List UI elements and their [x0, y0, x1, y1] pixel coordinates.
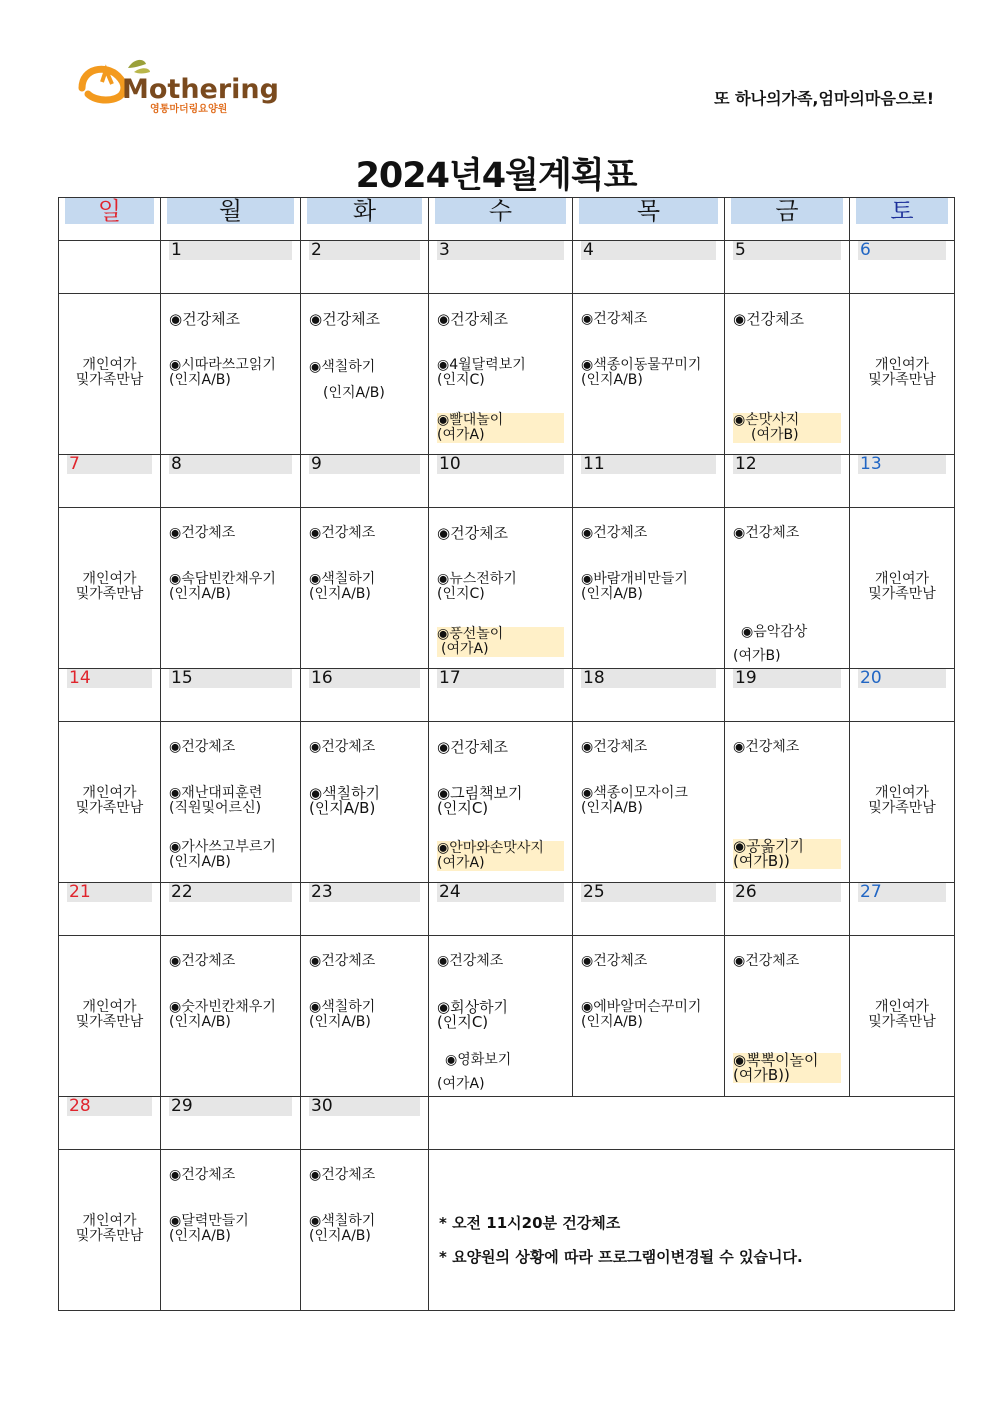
activity-item-leisure: ◉손맛사지 (여가B)	[733, 413, 841, 443]
activity-item: ◉음악감상 (여가B)	[733, 624, 808, 664]
date-number: 17	[437, 669, 564, 688]
sunday-cell	[59, 1150, 161, 1311]
activity-item: ◉건강체조	[309, 953, 376, 969]
weekday-header-tue	[301, 198, 429, 241]
date-cell	[573, 455, 725, 508]
date-number: 27	[858, 883, 946, 902]
date-row	[59, 669, 955, 722]
weekend-note: 개인여가 및가족만남	[75, 571, 144, 602]
activity-item: ◉바람개비만들기 (인지A/B)	[581, 571, 688, 602]
activity-cell	[161, 508, 301, 669]
activity-cell	[161, 1150, 301, 1311]
activity-item: ◉영화보기 (여가A)	[437, 1052, 512, 1092]
date-cell	[725, 455, 850, 508]
date-number: 11	[581, 455, 716, 474]
activity-item: ◉회상하기 (인지C)	[437, 998, 509, 1031]
activity-cell	[301, 936, 429, 1097]
date-cell	[161, 241, 301, 294]
logo-subtitle: 영통마더링요양원	[150, 104, 228, 115]
saturday-cell	[850, 936, 955, 1097]
activity-item-leisure: ◉빨대놀이 (여가A)	[437, 413, 564, 443]
activity-item: ◉속담빈칸채우기 (인지A/B)	[169, 571, 276, 602]
date-number: 3	[437, 241, 564, 260]
activity-item: ◉4월달력보기 (인지C)	[437, 357, 526, 388]
activity-item: ◉시따라쓰고읽기 (인지A/B)	[169, 357, 276, 388]
activity-item: ◉숫자빈칸채우기 (인지A/B)	[169, 999, 276, 1030]
date-cell	[573, 883, 725, 936]
logo-text: Mothering	[122, 74, 279, 105]
date-number: 30	[309, 1097, 420, 1116]
activity-item: ◉색칠하기 (인지A/B)	[309, 359, 385, 401]
date-row	[59, 455, 955, 508]
page-title: 2024년4월계획표	[355, 156, 637, 196]
activity-cell	[573, 508, 725, 669]
activity-item: ◉색칠하기 (인지A/B)	[309, 999, 376, 1030]
weekday-header-sun	[59, 198, 161, 241]
activity-cell	[429, 936, 573, 1097]
activity-item: ◉건강체조	[169, 1167, 236, 1183]
activity-item: ◉건강체조	[437, 953, 504, 969]
date-cell	[59, 669, 161, 722]
date-cell	[59, 241, 161, 294]
weekend-note: 개인여가 및가족만남	[868, 999, 936, 1030]
date-cell	[850, 241, 955, 294]
activity-item: ◉건강체조	[733, 739, 800, 755]
date-number: 5	[733, 241, 841, 260]
activity-item-leisure: ◉공옮기기 (여가B))	[733, 839, 841, 869]
activity-item: ◉건강체조	[437, 310, 509, 328]
weekday-label: 월	[167, 198, 294, 224]
activity-item-leisure: ◉안마와손맛사지 (여가A)	[437, 841, 564, 871]
weekday-label: 목	[579, 198, 718, 224]
activity-row	[59, 294, 955, 455]
weekend-note: 개인여가 및가족만남	[75, 1213, 144, 1244]
date-number: 24	[437, 883, 564, 902]
activity-cell	[301, 1150, 429, 1311]
weekend-note: 개인여가 및가족만남	[75, 785, 144, 816]
activity-item: ◉건강체조	[733, 525, 800, 541]
activity-item: ◉색종이동물꾸미기 (인지A/B)	[581, 357, 702, 388]
activity-item: ◉건강체조	[733, 953, 800, 969]
date-number: 21	[67, 883, 152, 902]
date-cell	[161, 455, 301, 508]
activity-item: ◉건강체조	[581, 311, 648, 327]
activity-item: ◉건강체조	[733, 310, 805, 328]
date-number: 20	[858, 669, 946, 688]
activity-item: ◉건강체조	[581, 525, 648, 541]
activity-cell	[725, 722, 850, 883]
activity-cell	[301, 508, 429, 669]
date-number: 28	[67, 1097, 152, 1116]
weekday-header-sat	[850, 198, 955, 241]
date-number: 10	[437, 455, 564, 474]
date-number: 6	[858, 241, 946, 260]
date-number: 14	[67, 669, 152, 688]
date-number: 18	[581, 669, 716, 688]
weekday-header-wed	[429, 198, 573, 241]
activity-row	[59, 722, 955, 883]
date-row	[59, 883, 955, 936]
date-number: 15	[169, 669, 292, 688]
sunday-cell	[59, 508, 161, 669]
sunday-cell	[59, 294, 161, 455]
weekend-note: 개인여가 및가족만남	[868, 571, 936, 602]
note-item: * 오전 11시20분 건강체조	[439, 1214, 621, 1232]
date-number: 19	[733, 669, 841, 688]
date-number: 8	[169, 455, 292, 474]
activity-cell	[725, 936, 850, 1097]
activity-item: ◉건강체조	[437, 524, 509, 542]
activity-cell	[301, 294, 429, 455]
activity-item: ◉색종이모자이크 (인지A/B)	[581, 785, 688, 816]
weekday-label: 수	[435, 198, 566, 224]
activity-row	[59, 1150, 955, 1311]
date-cell	[59, 883, 161, 936]
weekday-header-row	[59, 198, 955, 241]
date-cell	[59, 1097, 161, 1150]
date-number: 1	[169, 241, 292, 260]
activity-item: ◉건강체조	[581, 953, 648, 969]
date-number: 25	[581, 883, 716, 902]
activity-cell	[573, 294, 725, 455]
activity-item: ◉색칠하기 (인지A/B)	[309, 1213, 376, 1244]
date-cell	[850, 455, 955, 508]
activity-item: ◉그림책보기 (인지C)	[437, 784, 523, 817]
date-cell	[301, 455, 429, 508]
weekday-label: 토	[856, 198, 948, 224]
note-item: * 요양원의 상황에 따라 프로그램이변경될 수 있습니다.	[439, 1248, 803, 1266]
date-cell	[573, 669, 725, 722]
notes	[439, 1206, 803, 1274]
date-cell	[161, 883, 301, 936]
weekday-label: 일	[65, 198, 154, 224]
date-number: 26	[733, 883, 841, 902]
activity-row	[59, 936, 955, 1097]
activity-cell	[573, 722, 725, 883]
activity-cell	[429, 722, 573, 883]
date-cell	[301, 883, 429, 936]
weekend-note: 개인여가 및가족만남	[868, 357, 936, 388]
activity-item: ◉달력만들기 (인지A/B)	[169, 1213, 249, 1244]
activity-item-leisure: ◉뽁뽁이놀이 (여가B))	[733, 1053, 841, 1083]
date-cell	[850, 669, 955, 722]
sunday-cell	[59, 722, 161, 883]
date-number: 22	[169, 883, 292, 902]
activity-item: ◉건강체조	[437, 738, 509, 756]
weekend-note: 개인여가 및가족만남	[75, 357, 144, 388]
activity-item: ◉건강체조	[309, 525, 376, 541]
activity-cell	[161, 294, 301, 455]
date-cell	[301, 241, 429, 294]
weekday-label: 금	[731, 198, 843, 224]
date-cell	[161, 669, 301, 722]
activity-row	[59, 508, 955, 669]
activity-cell	[161, 936, 301, 1097]
date-cell	[725, 241, 850, 294]
saturday-cell	[850, 294, 955, 455]
activity-item: ◉뉴스전하기 (인지C)	[437, 571, 517, 602]
weekend-note: 개인여가 및가족만남	[868, 785, 936, 816]
date-row	[59, 1097, 955, 1150]
activity-item: ◉건강체조	[169, 739, 236, 755]
activity-item: ◉건강체조	[309, 739, 376, 755]
weekend-note: 개인여가 및가족만남	[75, 999, 144, 1030]
date-cell	[850, 883, 955, 936]
activity-cell	[161, 722, 301, 883]
date-cell	[725, 883, 850, 936]
date-cell	[725, 669, 850, 722]
saturday-cell	[850, 508, 955, 669]
date-cell	[301, 669, 429, 722]
tagline: 또 하나의가족,엄마의마음으로!	[714, 89, 934, 108]
date-cell	[161, 1097, 301, 1150]
activity-item: ◉건강체조	[581, 739, 648, 755]
activity-item: ◉에바알머슨꾸미기 (인지A/B)	[581, 999, 702, 1030]
date-cell	[429, 669, 573, 722]
activity-cell	[725, 294, 850, 455]
date-number: 9	[309, 455, 420, 474]
date-cell	[429, 455, 573, 508]
activity-cell	[301, 722, 429, 883]
activity-item: ◉건강체조	[309, 310, 381, 328]
activity-item: ◉건강체조	[169, 310, 241, 328]
saturday-cell	[850, 722, 955, 883]
date-number: 16	[309, 669, 420, 688]
activity-cell	[429, 508, 573, 669]
weekday-header-fri	[725, 198, 850, 241]
activity-item: ◉건강체조	[169, 953, 236, 969]
date-cell	[429, 241, 573, 294]
activity-item: ◉가사쓰고부르기 (인지A/B)	[169, 839, 276, 870]
logo	[76, 58, 291, 118]
activity-cell	[429, 294, 573, 455]
mothering-logo-icon	[76, 58, 291, 118]
activity-cell	[573, 936, 725, 1097]
date-number: 12	[733, 455, 841, 474]
date-number: 29	[169, 1097, 292, 1116]
weekday-header-mon	[161, 198, 301, 241]
date-cell	[573, 241, 725, 294]
date-cell	[301, 1097, 429, 1150]
weekday-label: 화	[307, 198, 422, 224]
date-number: 7	[67, 455, 152, 474]
date-number: 13	[858, 455, 946, 474]
date-row	[59, 241, 955, 294]
notes-date-cell	[429, 1097, 955, 1150]
date-number: 2	[309, 241, 420, 260]
weekday-header-thu	[573, 198, 725, 241]
activity-item: ◉건강체조	[309, 1167, 376, 1183]
activity-item: ◉색칠하기 (인지A/B)	[309, 571, 376, 602]
date-number: 4	[581, 241, 716, 260]
activity-item: ◉재난대피훈련 (직원및어르신)	[169, 785, 263, 816]
activity-cell	[725, 508, 850, 669]
date-cell	[59, 455, 161, 508]
sunday-cell	[59, 936, 161, 1097]
calendar-table	[58, 197, 955, 1311]
activity-item-leisure: ◉풍선놀이 (여가A)	[437, 627, 564, 657]
date-cell	[429, 883, 573, 936]
activity-item: ◉건강체조	[169, 525, 236, 541]
notes-cell	[429, 1150, 955, 1311]
activity-item: ◉색칠하기 (인지A/B)	[309, 784, 381, 817]
date-number: 23	[309, 883, 420, 902]
